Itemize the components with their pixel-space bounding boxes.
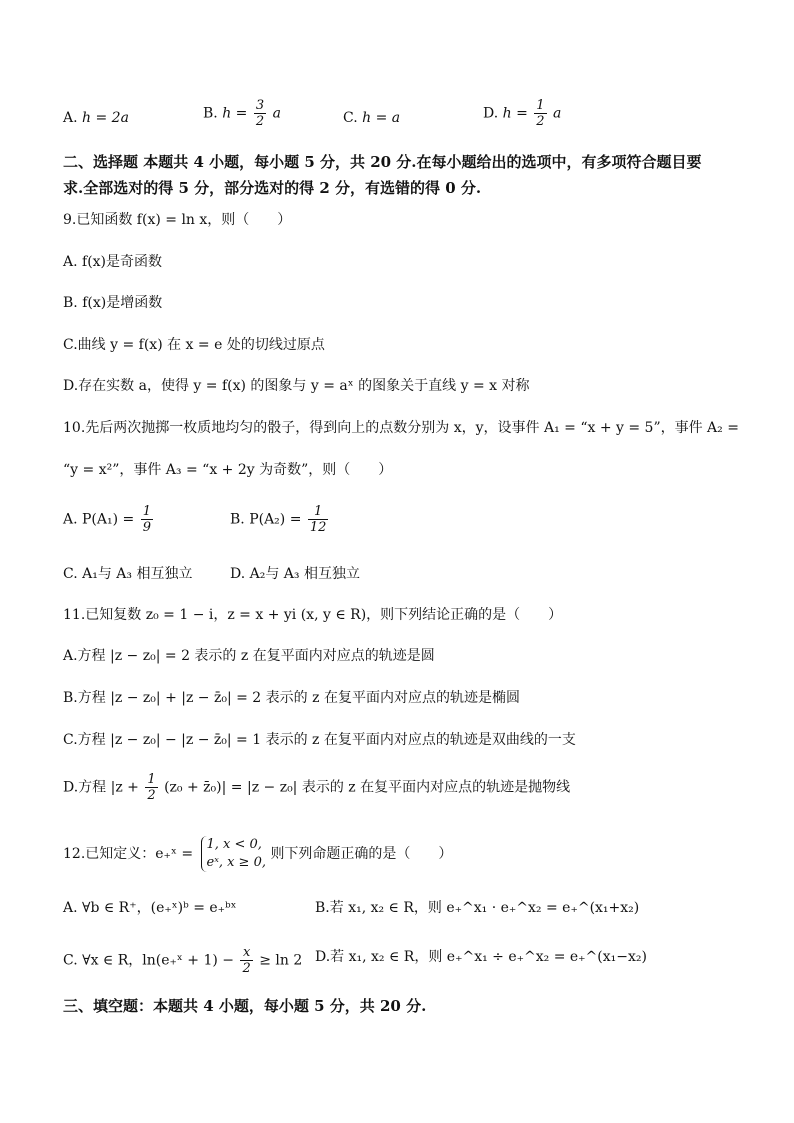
q9-stem: 9.已知函数 f(x) = ln x，则（ ） xyxy=(63,212,292,228)
option-label: C. xyxy=(343,110,358,126)
q10-option-d: D. A₂与 A₃ 相互独立 xyxy=(230,566,360,582)
option-text: ≥ ln 2 xyxy=(259,952,303,969)
q9-option-c: C.曲线 y = f(x) 在 x = e 处的切线过原点 xyxy=(63,337,325,353)
option-label: A. xyxy=(63,110,78,126)
frac-den: 2 xyxy=(536,114,545,129)
option-text: D.方程 |z + xyxy=(63,779,139,796)
q8-option-d xyxy=(483,98,561,129)
option-text: a xyxy=(272,105,281,122)
frac-num: 1 xyxy=(308,504,329,520)
option-text: C. ∀x ∈ R，ln(e₊ˣ + 1) − xyxy=(63,952,235,969)
fraction xyxy=(308,504,329,535)
frac-num: x xyxy=(240,945,252,961)
q11-option-d xyxy=(63,772,570,803)
q10-stem-line1: 10.先后两次抛掷一枚质地均匀的骰子，得到向上的点数分别为 x，y，设事件 A₁ = “x + y = 5”，事件 A₂ = xyxy=(63,420,739,436)
q10-option-a xyxy=(63,504,155,535)
option-text: h = xyxy=(222,105,248,122)
q11-stem: 11.已知复数 z₀ = 1 − i，z = x + yi (x, y ∈ R)，则下列结论正确的是（ ） xyxy=(63,607,563,623)
option-text: (z₀ + z̄₀)| = |z − z₀| 表示的 z 在复平面内对应点的轨迹是抛物线 xyxy=(164,779,571,796)
q12-stem xyxy=(63,836,452,872)
frac-num: 1 xyxy=(142,504,151,519)
option-text: h = xyxy=(502,105,528,122)
stem-text: 则下列命题正确的是（ ） xyxy=(270,846,453,862)
frac-den: 12 xyxy=(309,520,327,535)
q10-stem-line2: “y = x²”，事件 A₃ = “x + 2y 为奇数”，则（ ） xyxy=(63,462,393,478)
option-text: a xyxy=(553,105,562,122)
fraction xyxy=(254,98,266,129)
q12-option-c xyxy=(63,945,302,976)
q12-option-d: D.若 x₁, x₂ ∈ R，则 e₊^x₁ ÷ e₊^x₂ = e₊^(x₁−x₂) xyxy=(315,949,647,965)
piecewise-cases xyxy=(201,836,266,872)
frac-den: 9 xyxy=(142,520,151,535)
q10-option-c: C. A₁与 A₃ 相互独立 xyxy=(63,566,193,582)
q8-option-a xyxy=(63,108,129,128)
section2-line1: 二、选择题 本题共 4 小题，每小题 5 分，共 20 分.在每小题给出的选项中，有多项符合题目要 xyxy=(63,153,702,171)
frac-num: 3 xyxy=(255,98,265,113)
fraction xyxy=(145,772,157,803)
q9-option-d: D.存在实数 a，使得 y = f(x) 的图象与 y = aˣ 的图象关于直线 y = x 对称 xyxy=(63,378,530,394)
frac-den: 2 xyxy=(147,788,156,803)
q12-option-a: A. ∀b ∈ R⁺，(e₊ˣ)ᵇ = e₊ᵇˣ xyxy=(63,900,237,916)
frac-num: 1 xyxy=(147,772,156,787)
frac-den: 2 xyxy=(242,961,251,976)
q12-option-b: B.若 x₁, x₂ ∈ R，则 e₊^x₁ · e₊^x₂ = e₊^(x₁+x₂) xyxy=(315,900,640,916)
option-text: h = a xyxy=(362,110,401,126)
q11-option-c: C.方程 |z − z₀| − |z − z̄₀| = 1 表示的 z 在复平面内对应点的轨迹是双曲线的一支 xyxy=(63,732,576,748)
q11-option-a: A.方程 |z − z₀| = 2 表示的 z 在复平面内对应点的轨迹是圆 xyxy=(63,648,435,664)
fraction xyxy=(534,98,546,129)
option-text: A. P(A₁) = xyxy=(63,511,135,528)
q9-option-a: A. f(x)是奇函数 xyxy=(63,254,163,270)
option-text: h = 2a xyxy=(82,110,129,126)
option-label: D. xyxy=(483,105,499,122)
option-text: B. P(A₂) = xyxy=(230,511,302,528)
frac-num: 1 xyxy=(536,98,545,113)
q8-option-c xyxy=(343,108,400,128)
section2-line2: 求.全部选对的得 5 分，部分选对的得 2 分，有选错的得 0 分. xyxy=(63,179,482,197)
fraction xyxy=(141,504,153,535)
section3-header: 三、填空题：本题共 4 小题，每小题 5 分，共 20 分. xyxy=(63,997,427,1015)
q10-option-b xyxy=(230,504,330,535)
option-label: B. xyxy=(203,105,218,122)
stem-text: 12.已知定义：e₊ˣ = xyxy=(63,846,194,862)
frac-den: 2 xyxy=(255,114,265,129)
q9-option-b: B. f(x)是增函数 xyxy=(63,295,163,311)
fraction xyxy=(240,945,252,976)
q8-option-b xyxy=(203,98,281,129)
q11-option-b: B.方程 |z − z₀| + |z − z̄₀| = 2 表示的 z 在复平面内对应点的轨迹是椭圆 xyxy=(63,690,520,706)
case-1: 1, x < 0, xyxy=(206,837,262,852)
case-2: eˣ, x ≥ 0, xyxy=(206,855,266,870)
